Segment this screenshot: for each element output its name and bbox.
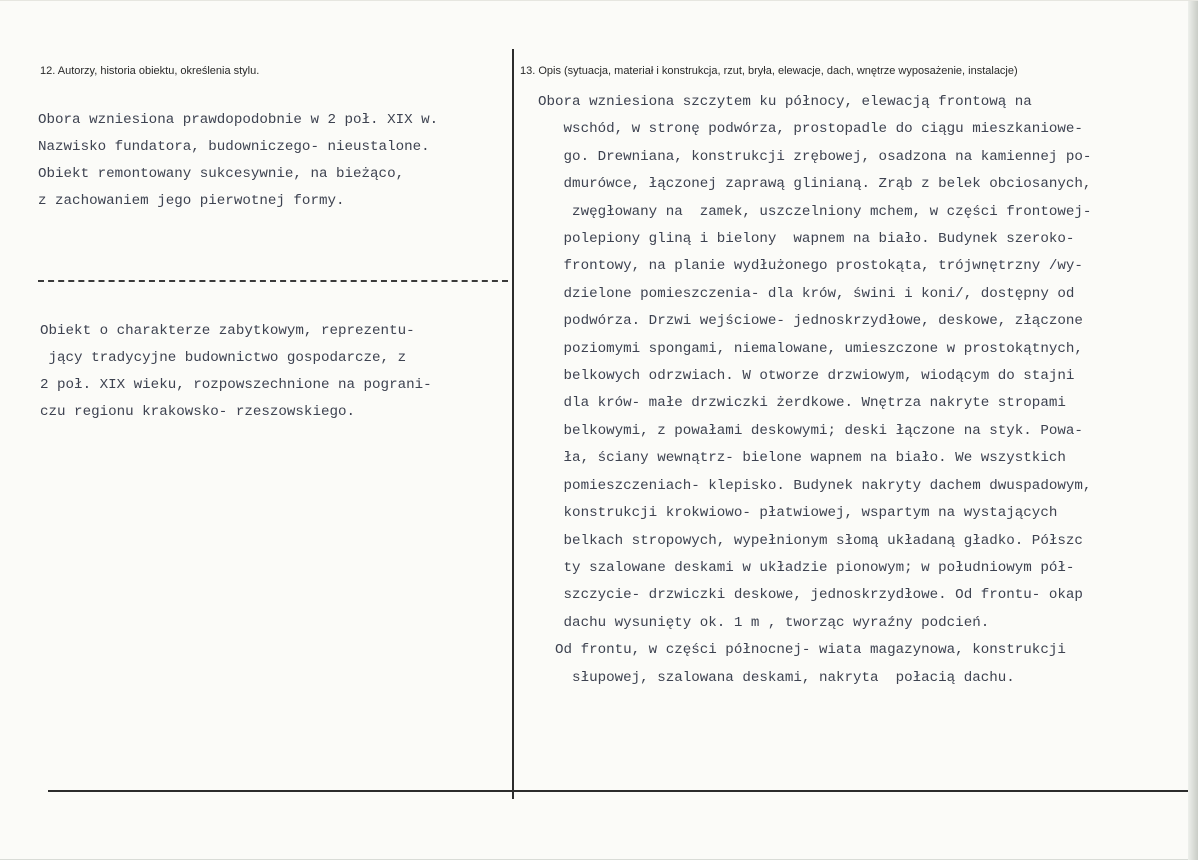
style-line: jący tradycyjne budownictwo gospodarcze, z — [40, 350, 407, 366]
description-line: go. Drewniana, konstrukcji zrębowej, osadzona na kamiennej po- — [538, 148, 1092, 165]
description-line: dzielone pomieszczenia- dla krów, świni i koni/, dostępny od — [538, 285, 1075, 302]
history-line: Obiekt remontowany sukcesywnie, na bieżąco, — [38, 166, 405, 182]
card-edge — [1188, 1, 1198, 860]
description-line: ła, ściany wewnątrz- bielone wapnem na biało. We wszystkich — [538, 450, 1066, 467]
dashed-separator — [38, 280, 508, 282]
history-line: Nazwisko fundatora, budowniczego- nieustalone. — [38, 139, 430, 155]
description-line: Obora wzniesiona szczytem ku północy, elewacją frontową na — [538, 94, 1032, 110]
description-line: słupowej, szalowana deskami, nakryta połacią dachu. — [538, 669, 1015, 686]
description-line: poziomymi spongami, niemalowane, umieszczone w prostokątnych, — [538, 340, 1083, 357]
history-text — [38, 107, 438, 215]
style-line: Obiekt o charakterze zabytkowym, reprezentu- — [40, 323, 415, 339]
description-line: belkach stropowych, wypełnionym słomą układaną gładko. Półszc — [538, 532, 1083, 549]
section-12-label: 12. Autorzy, historia obiektu, określenia stylu. — [40, 65, 260, 77]
description-line: belkowych odrzwiach. W otworze drzwiowym, wiodącym do stajni — [538, 368, 1075, 385]
description-line: ty szalowane deskami w układzie pionowym; w południowym pół- — [538, 559, 1075, 576]
description-line: szczycie- drzwiczki deskowe, jednoskrzydłowe. Od frontu- okap — [538, 587, 1083, 604]
style-line: czu regionu krakowsko- rzeszowskiego. — [40, 404, 356, 420]
history-line: z zachowaniem jego pierwotnej formy. — [38, 193, 345, 209]
style-line: 2 poł. XIX wieku, rozpowszechnione na pograni- — [40, 377, 432, 393]
description-line: frontowy, na planie wydłużonego prostokąta, trójwnętrzny /wy- — [538, 258, 1083, 275]
history-line: Obora wzniesiona prawdopodobnie w 2 poł. XIX w. — [38, 112, 439, 128]
description-line: dmurówce, łączonej zaprawą glinianą. Zrąb z belek obciosanych, — [538, 176, 1092, 193]
column-divider — [512, 49, 514, 799]
description-line: dla krów- małe drzwiczki żerdkowe. Wnętrza nakryte stropami — [538, 395, 1066, 412]
description-line: zwęgłowany na zamek, uszczelniony mchem, w części frontowej- — [538, 203, 1092, 220]
description-line: Od frontu, w części północnej- wiata magazynowa, konstrukcji — [538, 642, 1066, 659]
description-line: dachu wysunięty ok. 1 m , tworząc wyraźny podcień. — [538, 614, 990, 631]
section-13-label: 13. Opis (sytuacja, materiał i konstrukcja, rzut, bryła, elewacje, dach, wnętrze wyposażenie, instalacje) — [520, 65, 1018, 77]
description-text — [538, 89, 1091, 692]
style-text — [40, 318, 432, 426]
description-line: podwórza. Drzwi wejściowe- jednoskrzydłowe, deskowe, złączone — [538, 313, 1083, 330]
description-line: konstrukcji krokwiowo- płatwiowej, wspartym na wystających — [538, 505, 1058, 522]
bottom-rule — [48, 790, 1188, 792]
description-line: wschód, w stronę podwórza, prostopadle do ciągu mieszkaniowe- — [538, 121, 1083, 138]
description-line: belkowymi, z powałami deskowymi; deski łączone na styk. Powa- — [538, 422, 1083, 439]
description-line: pomieszczeniach- klepisko. Budynek nakryty dachem dwuspadowym, — [538, 477, 1092, 494]
description-line: polepiony gliną i bielony wapnem na biało. Budynek szeroko- — [538, 231, 1075, 248]
